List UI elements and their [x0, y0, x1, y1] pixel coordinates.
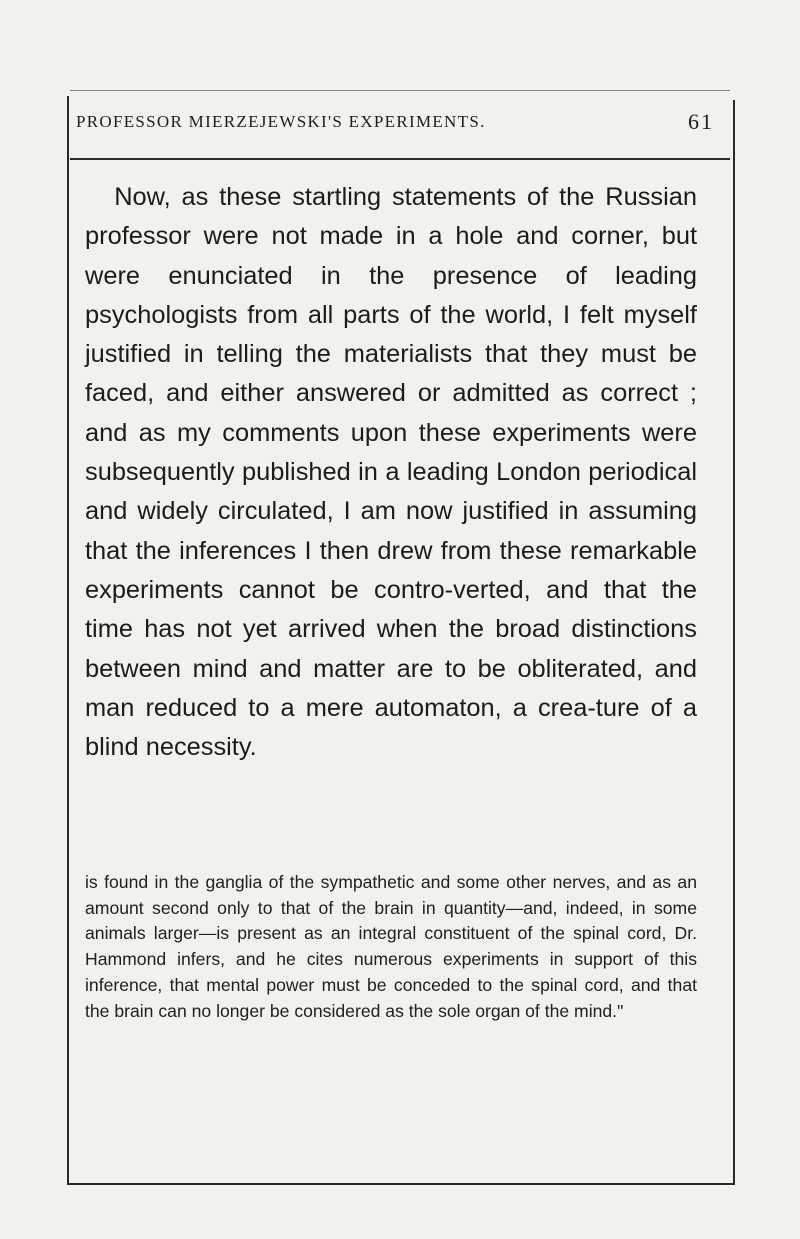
right-border-rule: [733, 100, 735, 1184]
footnote-paragraph: is found in the ganglia of the sympathetic and some other nerves, and as an amount second only to that of the brain in quantity—and, indeed, in some animals larger—is present as an integral constituent of the spinal cord, Dr. Hammond infers, and he cites numerous experiments in support of this inference, that mental power must be conceded to the spinal cord, and that the brain can no longer be considered as the sole organ of the mind.": [85, 872, 697, 1021]
running-title: PROFESSOR MIERZEJEWSKI'S EXPERIMENTS.: [76, 112, 486, 131]
top-outer-rule: [70, 90, 730, 91]
bottom-border-rule: [67, 1183, 735, 1185]
header-rule: [70, 158, 730, 160]
left-border-rule: [67, 96, 69, 1184]
page-number: 61: [688, 109, 714, 134]
footnote-block: [85, 870, 697, 1024]
main-text: [85, 178, 697, 767]
main-paragraph: Now, as these startling statements of the Russian professor were not made in a hole and corner, but were enunciated in the presence of leading psychologists from all parts of the world, I felt myself justified in telling the materialists that they must be faced, and either answered or admitted as correct ; and as my comments upon these experiments were subsequently published in a leading London periodical and widely circulated, I am now justified in assuming that the inferences I then drew from these remarkable experiments cannot be contro-verted, and that the time has not yet arrived when the broad distinctions between mind and matter are to be obliterated, and man reduced to a mere automaton, a crea-ture of a blind necessity.: [85, 183, 697, 762]
